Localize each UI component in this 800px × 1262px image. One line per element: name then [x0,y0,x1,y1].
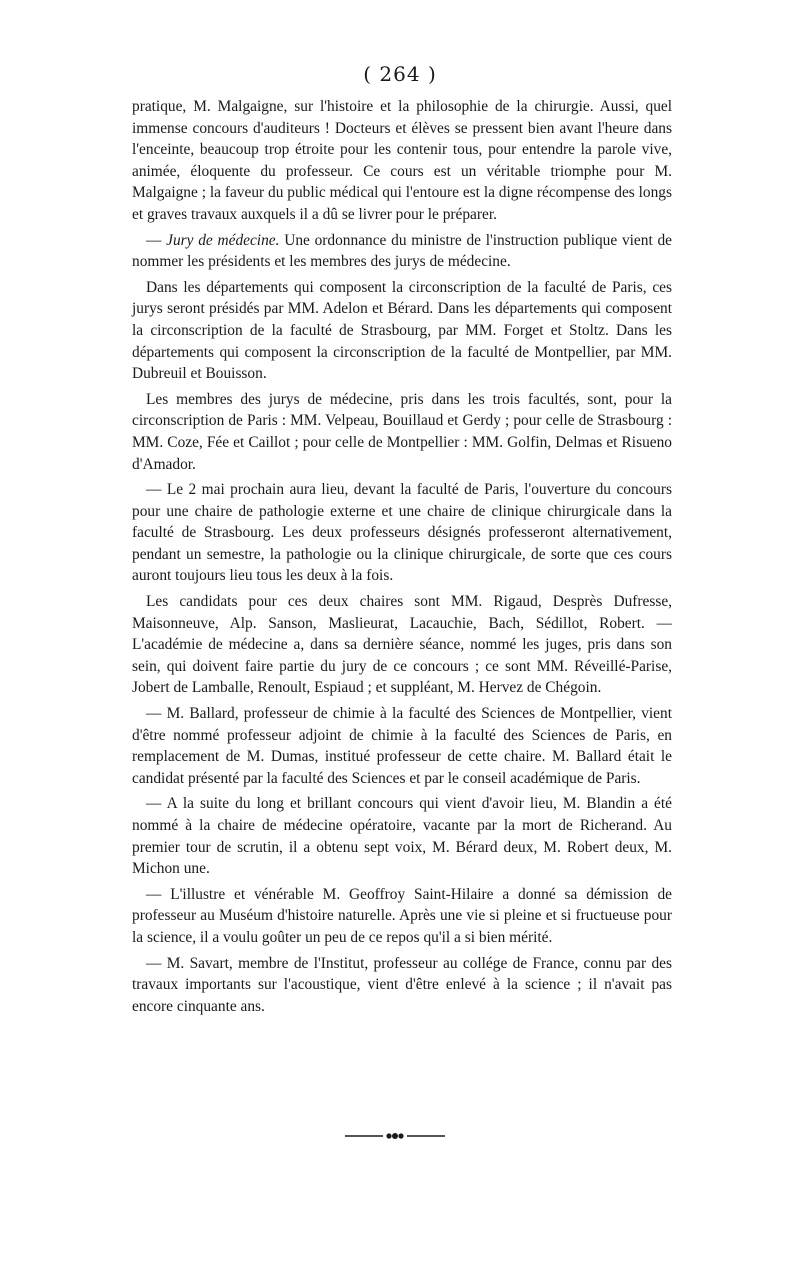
paragraph-geoffroy: — L'illustre et vénérable M. Geoffroy Saint-Hilaire a donné sa démission de professeur au Muséum d'histoire naturelle. Après une vie si pleine et si fructueuse pour la science, il a voulu goûter un peu de ce repos qu'il a si bien mérité. [132,885,672,946]
page-number: ( 264 ) [363,62,437,86]
ornamental-rule-icon [345,1132,445,1140]
paragraph-ballard: — M. Ballard, professeur de chimie à la faculté des Sciences de Montpellier, vient d'être nommé professeur adjoint de chimie à la faculté des Sciences de Paris, en remplacement de M. Dumas, institué professeur de cette chaire. M. Ballard était le candidat présenté par la faculté des Sciences et par le conseil académique de Paris. [132,705,672,787]
paragraph-savart: — M. Savart, membre de l'Institut, professeur au collége de France, connu par des travaux importants sur l'acoustique, vient d'être enlevé à la science ; il n'avait pas encore cinquante ans. [132,954,672,1015]
paragraph-members: Les membres des jurys de médecine, pris dans les trois facultés, sont, pour la circonscription de Paris : MM. Velpeau, Bouillaud et Gerdy ; pour celle de Strasbourg : MM. Coze, Fée et Caillot ; pour celle de Montpellier : MM. Golfin, Delmas et Risueno d'Amador. [132,390,672,473]
dash: — [146,231,167,249]
paragraph-jury-intro [132,230,672,273]
paragraph-blandin: — A la suite du long et brillant concours qui vient d'avoir lieu, M. Blandin a été nommé à la chaire de médecine opératoire, vacante par la mort de Richerand. Au premier tour de scrutin, il a obtenu sept voix, M. Bérard deux, M. Robert deux, M. Michon une. [132,795,672,878]
paragraph-jury-text: Une ordonnance du ministre de l'instruction publique vient de nommer les présidents et les membres des jurys de médecine. [132,231,672,271]
paragraph-presidents: Dans les départements qui composent la circonscription de la faculté de Paris, ces jurys seront présidés par MM. Adelon et Bérard. Dans les départements qui composent la circonscription de la faculté de Strasbourg, par MM. Forget et Stoltz. Dans les départements qui composent la circonscription de la faculté de Montpellier, par MM. Dubreuil et Bouisson. [132,278,672,383]
paragraph-candidats: Les candidats pour ces deux chaires sont MM. Rigaud, Desprès Dufresse, Maisonneuve, Alp. Sanson, Maslieurat, Lacauchie, Bach, Sédillot, Robert. — L'académie de médecine a, dans sa dernière séance, nommé les juges, pris dans son sein, qui doivent faire partie du jury de ce concours ; ce sont MM. Réveillé-Parise, Jobert de Lamballe, Renoult, Espiaud ; et suppléant, M. Hervez de Chégoin. [132,593,672,697]
paragraph-malgaigne: pratique, M. Malgaigne, sur l'histoire et la philosophie de la chirurgie. Aussi, quel immense concours d'auditeurs ! Docteurs et élèves se pressent bien avant l'heure dans l'enceinte, beaucoup trop étroite pour les contenir tous, pour entendre la parole vive, animée, éloquente du professeur. Ce cours est un véritable triomphe pour M. Malgaigne ; la faveur du public médical qui l'entoure est la digne récompense des longs et graves travaux auxquels il a dû se livrer pour le préparer. [132,98,672,223]
paragraph-concours: — Le 2 mai prochain aura lieu, devant la faculté de Paris, l'ouverture du concours pour une chaire de pathologie externe et une chaire de clinique chirurgicale dans la faculté de Strasbourg. Les deux professeurs désignés professeront alternativement, pendant un semestre, la pathologie ou la clinique chirurgicale, de sorte que ces cours auront toujours lieu tous les deux à la fois. [132,481,672,585]
section-heading-jury: Jury de médecine. [166,231,280,249]
article-body [132,96,672,1021]
